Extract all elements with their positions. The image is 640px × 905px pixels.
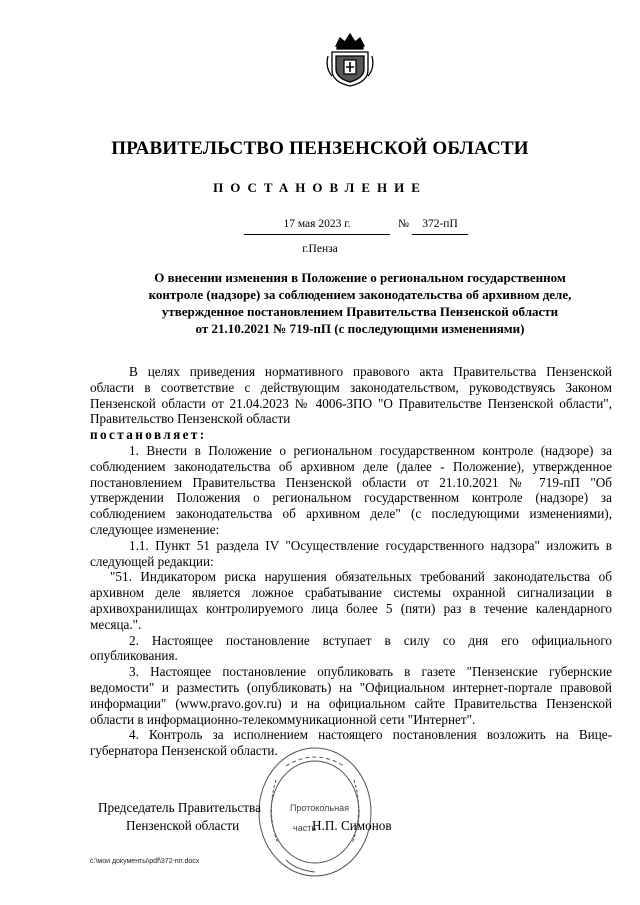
document-type: ПОСТАНОВЛЕНИЕ [213,180,427,195]
signer-region: Пензенской области [126,818,240,833]
stamp-text-line: часть [293,823,317,833]
item-3-paragraph: 3. Настоящее постановление опубликовать в газете "Пензенские губернские ведомости" и разместить (опубликовать) на "Официальном интернет-портале правовой информации" (www.pravo.gov.ru) и на официальном сайте Правительства Пензенской области в информационно-телекоммуникационной сети "Интернет". [90,664,612,727]
document-subject [100,269,620,337]
signer-name: Н.П. Симонов [312,818,392,833]
item-1-paragraph: 1. Внести в Положение о региональном государственном контроле (надзоре) за соблюдением законодательства об архивном деле (далее - Положение), утвержденное постановлением Правительства Пензенской области от 21.10.2021 № 719-пП "Об утверждении Положения о региональном государственном контроле (надзоре) за соблюдением законодательства об архивном деле" (с последующими изменениями), следующее изменение: [90,442,612,537]
stamp-text-line: Протокольная [290,803,349,813]
subject-line: от 21.10.2021 № 719-пП (с последующими изменениями) [195,321,525,336]
document-date: 17 мая 2023 г. [283,218,351,230]
item-2-paragraph: 2. Настоящее постановление вступает в силу со дня его официального опубликования. [90,632,612,664]
quote-paragraph: "51. Индикатором риска нарушения обязательных требований законодательства об архивном деле является ложное срабатывание системы охранной сигнализации в архивохранилищах контролируемого лица более 5 (пяти) раз в течение календарного месяца.". [90,569,612,632]
number-underline [412,234,468,235]
date-number-line [244,218,474,236]
date-underline [244,234,390,235]
decides-word [90,427,612,443]
government-title: ПРАВИТЕЛЬСТВО ПЕНЗЕНСКОЙ ОБЛАСТИ [111,138,529,159]
document-body [90,364,612,759]
item-4-paragraph: 4. Контроль за исполнением настоящего постановления возложить на Вице-губернатора Пензенской области. [90,727,612,759]
subject-line: контроле (надзоре) за соблюдением законодательства об архивном деле, [148,287,572,302]
document-number: 372-пП [422,218,458,230]
subject-line: О внесении изменения в Положение о региональном государственном [154,270,566,285]
coat-of-arms-icon [326,28,374,88]
preamble-paragraph: В целях приведения нормативного правового акта Правительства Пензенской области в соответствие с действующим законодательством, руководствуясь Законом Пензенской области от 21.04.2023 № 4006-ЗПО "О Правительстве Пензенской области", Правительство Пензенской области [90,364,612,427]
subject-line: утвержденное постановлением Правительства Пензенской области [161,304,559,319]
city: г.Пенза [302,243,338,255]
decides-text: постановляет: [90,427,207,443]
item-1-1-paragraph: 1.1. Пункт 51 раздела IV "Осуществление государственного надзора" изложить в следующей редакции: [90,537,612,569]
number-label: № [398,218,409,230]
file-path-footer: c:\мои документы\pdf\372-пп.docx [90,858,200,865]
signer-position: Председатель Правительства [98,800,261,815]
